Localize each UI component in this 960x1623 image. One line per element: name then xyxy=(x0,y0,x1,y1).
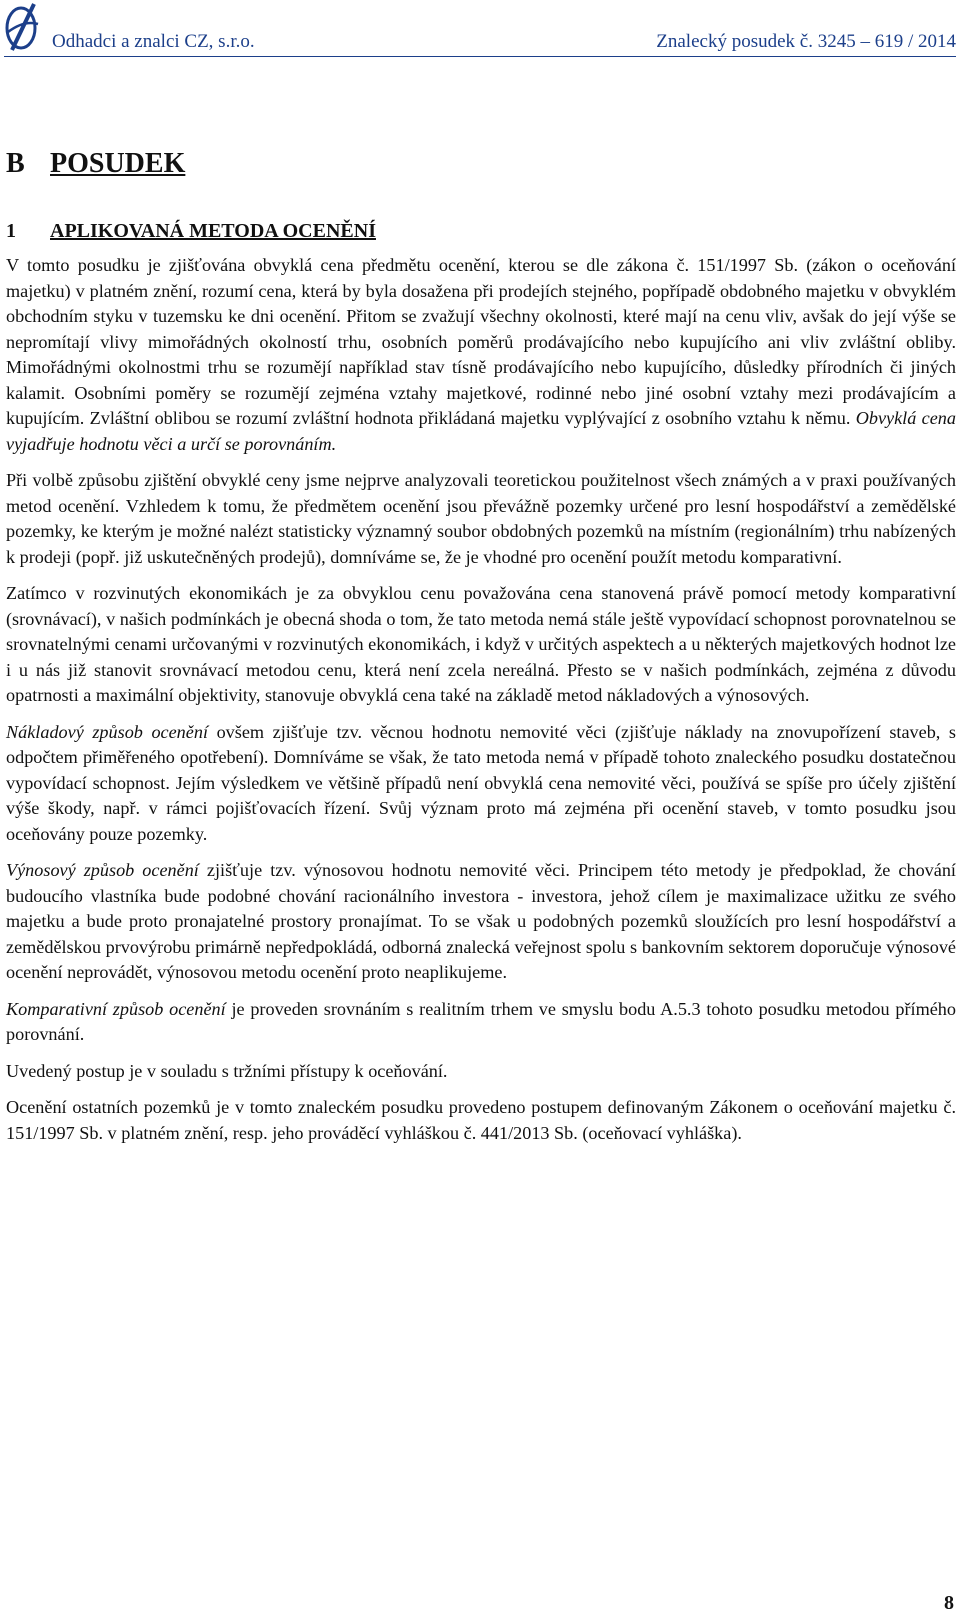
paragraph-4-text: ovšem zjišťuje tzv. věcnou hodnotu nemovité věci (zjišťuje náklady na znovupořízení staveb, s odpočtem přiměřeného opotřebení). Domníváme se však, že tato metoda nemá v případě tohoto znaleckého posudku dostatečnou vypovídací schopnost. Jejím výsledkem ve většině případů není obvyklá cena nemovité věci, používá se spíše pro účely zjištění výše škody, např. v rámci pojišťovacích řízení. Svůj význam proto má zejména při ocenění staveb, v tomto posudku jsou oceňovány pouze pozemky. xyxy=(6,721,956,844)
section-title: POSUDEK xyxy=(50,148,186,179)
paragraph-2-text: Při volbě způsobu zjištění obvyklé ceny jsme nejprve analyzovali teoretickou použitelnost všech známých a v praxi používaných metod ocenění. Vzhledem k tomu, že předmětem ocenění jsou převážně pozemky určené pro lesní hospodářství a zemědělské pozemky, ke kterým je možné nalézt statisticky významný soubor obdobných pozemků na místním (regionálním) trhu nabízených k prodeji (popř. již uskutečněných prodejů), domníváme se, že je vhodné pro ocenění použít metodu komparativní. xyxy=(6,470,956,567)
paragraph-1-text: V tomto posudku je zjišťována obvyklá cena předmětu ocenění, kterou se dle zákona č. 151/1997 Sb. (zákon o oceňování majetku) v platném znění, rozumí cena, která by byla dosažena při prodejích stejného, popřípadě obdobného majetku v obvyklém obchodním styku v tuzemsku ke dni ocenění. Přitom se zvažují všechny okolnosti, které mají na cenu vliv, avšak do její výše se nepromítají vlivy mimořádných okolností trhu, osobních poměrů prodávajícího nebo kupujícího ani vliv zvláštní obliby. Mimořádnými okolnostmi trhu se rozumějí například stav tísně prodávajícího nebo kupujícího, důsledky přírodních či jiných kalamit. Osobními poměry se rozumějí zejména vztahy majetkové, rodinné nebo jiné osobní vztahy mezi prodávajícím a kupujícím. Zvláštní oblibou se rozumí zvláštní hodnota přikládaná majetku vyplývající z osobního vztahu k němu. xyxy=(6,255,956,428)
paragraph-2 xyxy=(6,468,956,570)
paragraph-1-italic: Obvyklá cena vyjadřuje hodnotu věci a určí se porovnáním. xyxy=(6,408,956,454)
paragraph-8 xyxy=(6,1095,956,1146)
paragraph-3-text: Zatímco v rozvinutých ekonomikách je za obvyklou cenu považována cena stanovená právě pomocí metody komparativní (srovnávací), v našich podmínkách je obecná shoda o tom, že tato metoda nemá stále ještě vypovídací schopnost porovnatelnou se srovnatelnými cenami určovanými v rozvinutých ekonomikách, i když v určitých aspektech a u některých majetkových hodnot lze i u nás již stanovit srovnávací metodou cenu, která není zcela nereálná. Přesto se v našich podmínkách, zejména z důvodu opatrnosti a maximální objektivity, stanovuje obvyklá cena také na základě metod nákladových a výnosových. xyxy=(6,583,956,705)
paragraph-3 xyxy=(6,581,956,709)
paragraph-4-italic: Nákladový způsob ocenění xyxy=(6,721,208,742)
paragraph-1 xyxy=(6,253,956,457)
subsection-heading xyxy=(6,220,376,243)
page-header xyxy=(0,0,960,60)
paragraph-8-text: Ocenění ostatních pozemků je v tomto znaleckém posudku provedeno postupem definovaným Zákonem o oceňování majetku č. 151/1997 Sb. v platném znění, resp. jeho prováděcí vyhláškou č. 441/2013 Sb. (oceňovací vyhláška). xyxy=(6,1097,956,1143)
paragraph-6-italic: Komparativní způsob ocenění xyxy=(6,998,226,1019)
company-logo xyxy=(4,2,42,52)
page-number: 8 xyxy=(944,1592,954,1614)
paragraph-6-text: je proveden srovnáním s realitním trhem ve smyslu bodu A.5.3 tohoto posudku metodou přímého porovnání. xyxy=(6,998,956,1044)
subsection-number: 1 xyxy=(6,220,16,242)
document-body xyxy=(6,253,956,1157)
firm-name: Odhadci a znalci CZ, s.r.o. xyxy=(52,31,255,52)
header-rule xyxy=(4,56,956,57)
paragraph-5 xyxy=(6,858,956,986)
section-number: B xyxy=(6,148,25,179)
section-heading xyxy=(6,148,185,180)
paragraph-4 xyxy=(6,720,956,848)
paragraph-6 xyxy=(6,997,956,1048)
report-number: Znalecký posudek č. 3245 – 619 / 2014 xyxy=(656,31,956,52)
paragraph-5-italic: Výnosový způsob ocenění xyxy=(6,860,199,880)
subsection-title: APLIKOVANÁ METODA OCENĚNÍ xyxy=(50,220,376,242)
paragraph-5-text: zjišťuje tzv. výnosovou hodnotu nemovité věci. Principem této metody je předpoklad, že chování budoucího vlastníka bude podobné chování racionálního investora - investora, jehož cílem je maximalizace užitku ze svého majetku a bude proto pronajatelné prostory pronajímat. To se však u podobných pozemků sloužících pro lesní hospodářství a zemědělskou prvovýrobu primárně nepředpokládá, odborná znalecká veřejnost spolu s bankovním sektorem doporučuje výnosové ocenění neprovádět, výnosovou metodu ocenění proto neaplikujeme. xyxy=(6,860,956,982)
paragraph-7 xyxy=(6,1059,956,1085)
paragraph-7-text: Uvedený postup je v souladu s tržními přístupy k oceňování. xyxy=(6,1060,448,1081)
